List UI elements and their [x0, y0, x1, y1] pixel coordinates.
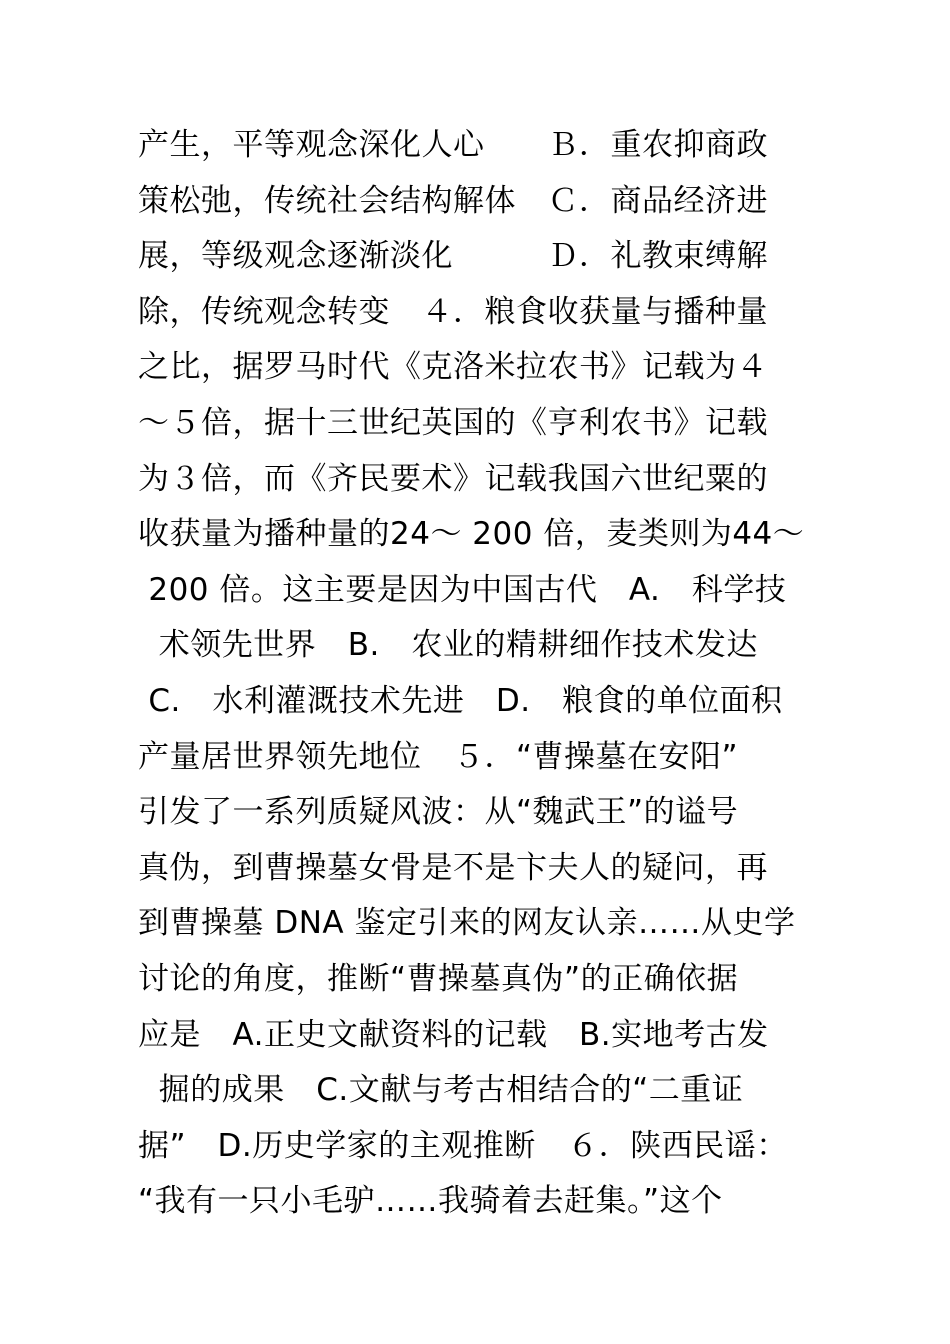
text-line: 展，等级观念逐渐淡化 Ｄ．礼教束缚解	[138, 238, 768, 275]
text-line: C. 水利灌溉技术先进 D. 粮食的单位面积	[138, 682, 783, 719]
text-line: 术领先世界 B. 农业的精耕细作技术发达	[138, 627, 758, 664]
text-line: ～５倍，据十三世纪英国的《亨利农书》记载	[138, 404, 768, 441]
text-line: 应是 A.正史文献资料的记载 B.实地考古发	[138, 1016, 769, 1053]
text-line: 据” D.历史学家的主观推断 ６．陕西民谣：	[138, 1127, 788, 1164]
question-text-block	[138, 118, 838, 1230]
text-line: 为３倍，而《齐民要术》记载我国六世纪粟的	[138, 460, 768, 497]
text-line: 真伪，到曹操墓女骨是不是卞夫人的疑问，再	[138, 849, 768, 886]
text-line: 产量居世界领先地位 ５．“曹操墓在安阳”	[138, 738, 739, 775]
text-line: 策松弛，传统社会结构解体 Ｃ．商品经济进	[138, 182, 768, 219]
text-line: “我有一只小毛驴……我骑着去赶集。”这个	[138, 1183, 723, 1220]
text-line: 到曹操墓 DNA 鉴定引来的网友认亲……从史学	[138, 905, 796, 942]
text-line: 收获量为播种量的24～ 200 倍，麦类则为44～	[138, 516, 805, 553]
text-line: 200 倍。这主要是因为中国古代 A. 科学技	[138, 571, 787, 608]
text-line: 掘的成果 C.文献与考古相结合的“二重证	[138, 1072, 744, 1109]
text-line: 引发了一系列质疑风波：从“魏武王”的谥号	[138, 794, 739, 831]
text-line: 产生，平等观念深化人心 Ｂ．重农抑商政	[138, 127, 768, 163]
text-line: 之比，据罗马时代《克洛米拉农书》记载为４	[138, 349, 768, 386]
text-line: 除，传统观念转变 ４．粮食收获量与播种量	[138, 293, 768, 330]
text-line: 讨论的角度，推断“曹操墓真伪”的正确依据	[138, 960, 739, 997]
